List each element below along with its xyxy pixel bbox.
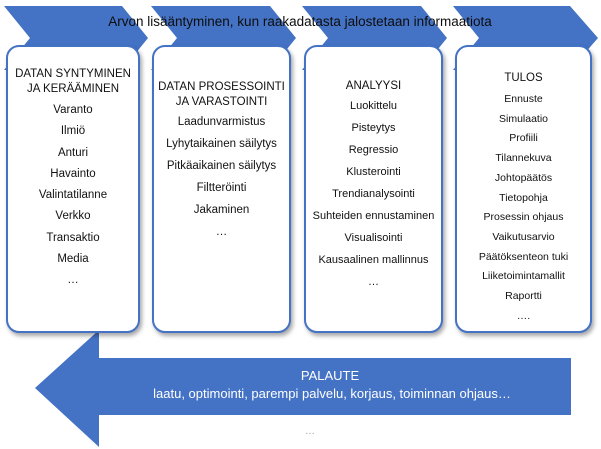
column-items [154,115,289,240]
column-items [457,90,590,326]
list-item: Visualisointi [344,232,403,244]
column-header: DATAN SYNTYMINEN JA KERÄÄMINEN [15,68,131,95]
list-item: Kausaalinen mallinnus [318,254,429,266]
list-item: Tilannekuva [495,152,552,165]
list-item: Media [57,253,89,266]
list-item: Päätöksenteon tuki [478,250,569,263]
list-item: Johtopäätös [494,171,553,184]
list-item: Pitkäaikainen säilytys [166,160,277,172]
feedback-text: laatu, optimointi, parempi palvelu, korjaus, toiminnan ohjaus… [153,386,511,401]
column-analysis [304,45,443,333]
list-item: Lyhytaikainen säilytys [166,138,277,150]
list-item: Tietopohja [499,191,548,204]
column-items [306,99,441,289]
column-header: DATAN PROSESSOINTI JA VARASTOINTI [158,81,285,108]
list-item: Pisteytys [351,122,396,134]
list-item: Luokittelu [349,100,398,112]
list-item: Regressio [348,144,399,156]
list-item: Simulaatio [498,112,549,125]
list-item: Transaktio [46,231,100,244]
list-item: Ennuste [504,93,543,105]
list-item: Valintatilanne [38,189,108,202]
list-item: Raportti [505,290,542,303]
list-item: Laadunvarmistus [177,116,266,128]
column-data-collection [6,45,140,333]
list-item: Liiketoimintamallit [482,270,565,283]
list-item: …. [516,309,531,322]
list-item: Vaikutusarvio [492,230,555,243]
list-item: Klusterointi [346,166,401,178]
feedback-title: PALAUTE [300,368,360,383]
diagram-title: Arvon lisääntyminen, kun raakadatasta jalostetaan informaatiota [108,14,492,29]
list-item: Havainto [50,167,96,180]
list-item: … [368,276,379,288]
list-item: Profiili [509,132,538,145]
column-items [8,100,138,292]
list-item: … [215,226,228,238]
list-item: Filtteröinti [196,182,247,194]
column-header: TULOS [504,72,543,84]
list-item: Verkko [55,210,91,223]
list-item: Trendianalysointi [332,188,415,200]
list-item: Suhteiden ennustaminen [312,210,435,222]
feedback-trailing-ellipsis: … [305,426,315,437]
column-result [455,45,592,333]
list-item: Anturi [57,146,89,159]
list-item: Varanto [53,104,93,116]
list-item: Ilmiö [60,125,86,138]
column-processing-storage [152,45,291,333]
column-header: ANALYYSI [345,80,402,92]
list-item: Prosessin ohjaus [483,211,564,224]
list-item: Jakaminen [193,204,250,216]
list-item: … [67,274,79,287]
